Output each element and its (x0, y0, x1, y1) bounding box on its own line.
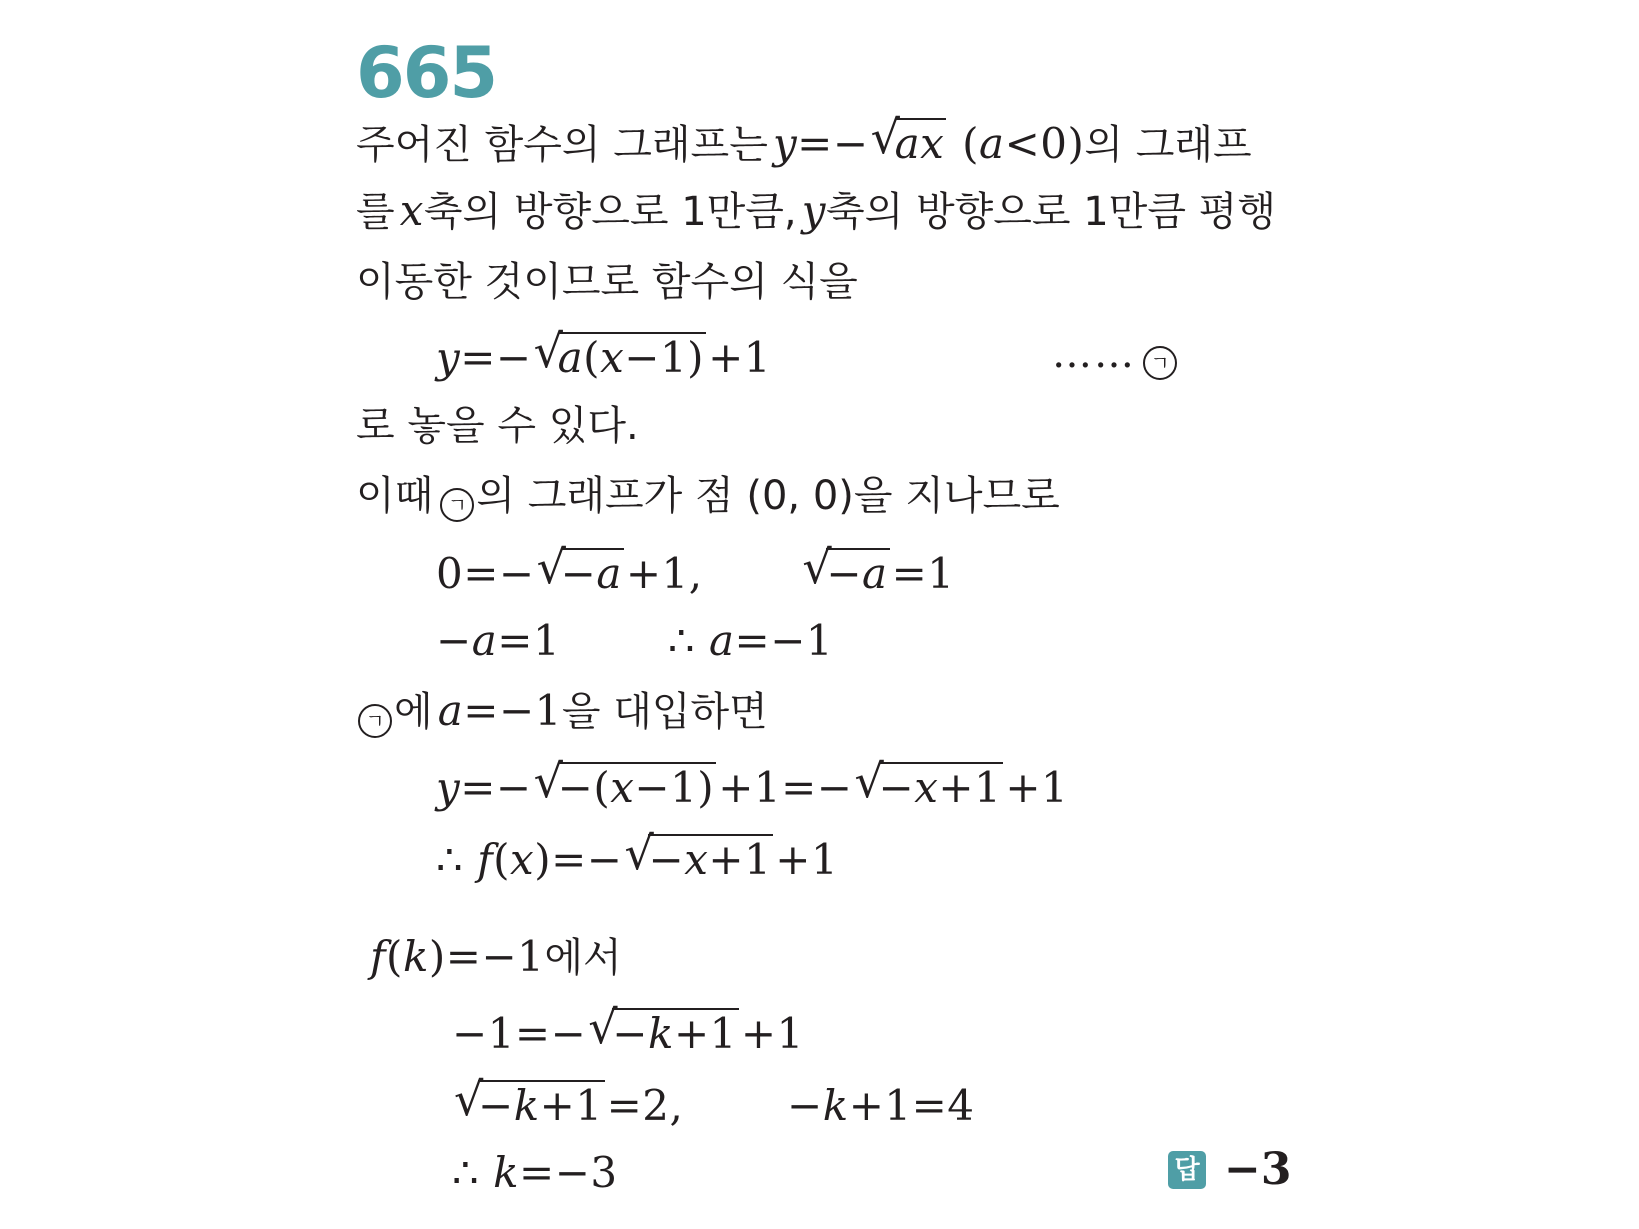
equation-1: y=−√ a(x−1)+1 (436, 332, 771, 379)
text: 주어진 함수의 그래프는 (356, 122, 768, 168)
circled-marker: ㄱ (1143, 346, 1177, 380)
answer-badge: 답 (1168, 1151, 1206, 1189)
equation-4: y=−√ −(x−1)+1=−√ −x+1+1 (436, 762, 1068, 809)
equation-3: −a=1 ∴ a=−1 (436, 616, 834, 665)
text: 의 그래프 (1084, 122, 1252, 168)
solution-line-2: 를 x축의 방향으로 1만큼, y축의 방향으로 1만큼 평행 (356, 186, 1276, 235)
dots: …… (1052, 331, 1136, 377)
text: 에 (394, 689, 433, 735)
solution-line-3: 이동한 것이므로 함수의 식을 (356, 259, 858, 305)
equation-7: √ −k+1=2, −k+1=4 (452, 1080, 975, 1127)
text: 의 그래프가 점 (0, 0)을 지나므로 (476, 473, 1060, 519)
solution-line-1 (356, 118, 1252, 168)
solution-line-12: f(k)=−1에서 (370, 932, 622, 981)
text: 축의 방향으로 1만큼, (423, 189, 797, 235)
equation-6: −1=−√ −k+1+1 (452, 1008, 804, 1055)
problem-number: 665 (356, 32, 497, 114)
equation-1-marker (1052, 331, 1179, 380)
answer-value: −3 (1224, 1144, 1292, 1195)
text: 축의 방향으로 1만큼 평행 (825, 189, 1276, 235)
answer (1168, 1144, 1292, 1195)
math-expr: y=−√ ax (a<0) (773, 119, 1084, 168)
circled-marker: ㄱ (440, 488, 474, 522)
equation-5: ∴ f(x)=−√ −x+1+1 (436, 834, 838, 881)
circled-marker: ㄱ (358, 704, 392, 738)
equation-2: 0=−√ −a+1, √ −a=1 (436, 548, 955, 595)
text: 이때 (356, 473, 434, 519)
text: 를 (356, 189, 395, 235)
solution-line-5: 로 놓을 수 있다. (356, 403, 639, 449)
text: 을 대입하면 (561, 689, 768, 735)
solution-line-9: ㄱ 에 a=−1을 대입하면 (356, 690, 768, 738)
solution-line-6 (356, 473, 1060, 522)
text: 에서 (544, 935, 622, 981)
equation-8: ∴ k=−3 (452, 1148, 618, 1197)
